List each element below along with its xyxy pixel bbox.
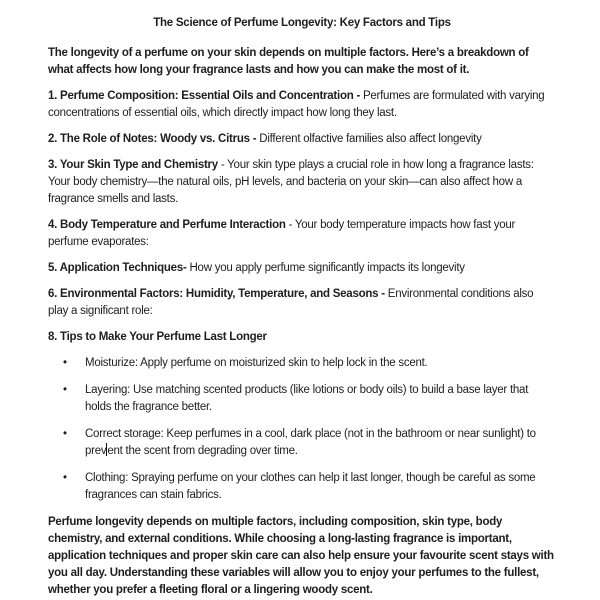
section-4-lead: 4. Body Temperature and Perfume Interaction [48, 219, 286, 231]
tips-list [48, 355, 556, 504]
bullet-icon: • [63, 384, 67, 396]
section-5-body: How you apply perfume significantly impacts its longevity [186, 262, 465, 274]
tip-item-moisturize[interactable] [48, 355, 556, 372]
section-paragraph-2[interactable] [48, 131, 556, 148]
tip-text-storage-after-caret: ent the scent from degrading over time. [107, 445, 298, 457]
tip-item-layering[interactable] [48, 382, 556, 416]
bullet-icon: • [63, 472, 67, 484]
tip-text-storage-before-caret: Correct storage: Keep perfumes in a cool, dark place (not in the bathroom or near sunlight) to prev [85, 428, 536, 457]
tip-text-moisturize: Moisturize: Apply perfume on moisturized skin to help lock in the scent. [85, 357, 428, 369]
bullet-icon: • [63, 357, 67, 369]
section-2-body: Different olfactive families also affect longevity [259, 133, 482, 145]
tip-item-clothing[interactable] [48, 470, 556, 504]
intro-paragraph[interactable]: The longevity of a perfume on your skin depends on multiple factors. Here’s a breakdown of what affects how long your fragrance lasts and how you can make the most of it. [48, 47, 529, 76]
document-title[interactable]: The Science of Perfume Longevity: Key Factors and Tips [153, 17, 451, 29]
section-6-lead: 6. Environmental Factors: Humidity, Temperature, and Seasons - [48, 288, 388, 300]
section-paragraph-4[interactable] [48, 217, 556, 251]
section-paragraph-5[interactable] [48, 260, 556, 277]
section-6-body: Environmental conditions also play a significant role: [48, 288, 534, 317]
section-2-lead: 2. The Role of Notes: Woody vs. Citrus - [48, 133, 260, 145]
section-paragraph-8[interactable] [48, 329, 556, 346]
bullet-icon: • [63, 428, 67, 440]
section-4-body: - Your body temperature impacts how fast your perfume evaporates: [48, 219, 516, 248]
section-5-lead: 5. Application Techniques- [48, 262, 187, 274]
section-paragraph-3[interactable] [48, 157, 556, 208]
section-3-body: - Your skin type plays a crucial role in how long a fragrance lasts: Your body chemistry—the natural oils, pH levels, and bacteria on your skin—can also affect how a fragrance smells and lasts. [48, 159, 534, 205]
tip-item-storage[interactable] [48, 426, 556, 460]
section-3-lead: 3. Your Skin Type and Chemistry [48, 159, 218, 171]
section-8-lead: 8. Tips to Make Your Perfume Last Longer [48, 331, 267, 343]
section-paragraph-1[interactable] [48, 88, 556, 122]
section-1-body: Perfumes are formulated with varying concentrations of essential oils, which directly impact how long they last. [48, 90, 545, 119]
section-1-lead: 1. Perfume Composition: Essential Oils and Concentration - [48, 90, 363, 102]
tip-text-layering: Layering: Use matching scented products (like lotions or body oils) to build a base layer that holds the fragrance better. [85, 384, 529, 413]
tip-text-clothing: Clothing: Spraying perfume on your clothes can help it last longer, though be careful as some fragrances can stain fabrics. [85, 472, 536, 501]
conclusion-paragraph[interactable]: Perfume longevity depends on multiple factors, including composition, skin type, body chemistry, and external conditions. While choosing a long-lasting fragrance is important, application techniques and proper skin care can also help ensure your favourite scent stays with you all day. Understanding these variables will allow you to enjoy your perfumes to the fullest, whether you prefer a fleeting floral or a lingering woody scent. [48, 516, 554, 596]
section-paragraph-6[interactable] [48, 286, 556, 320]
